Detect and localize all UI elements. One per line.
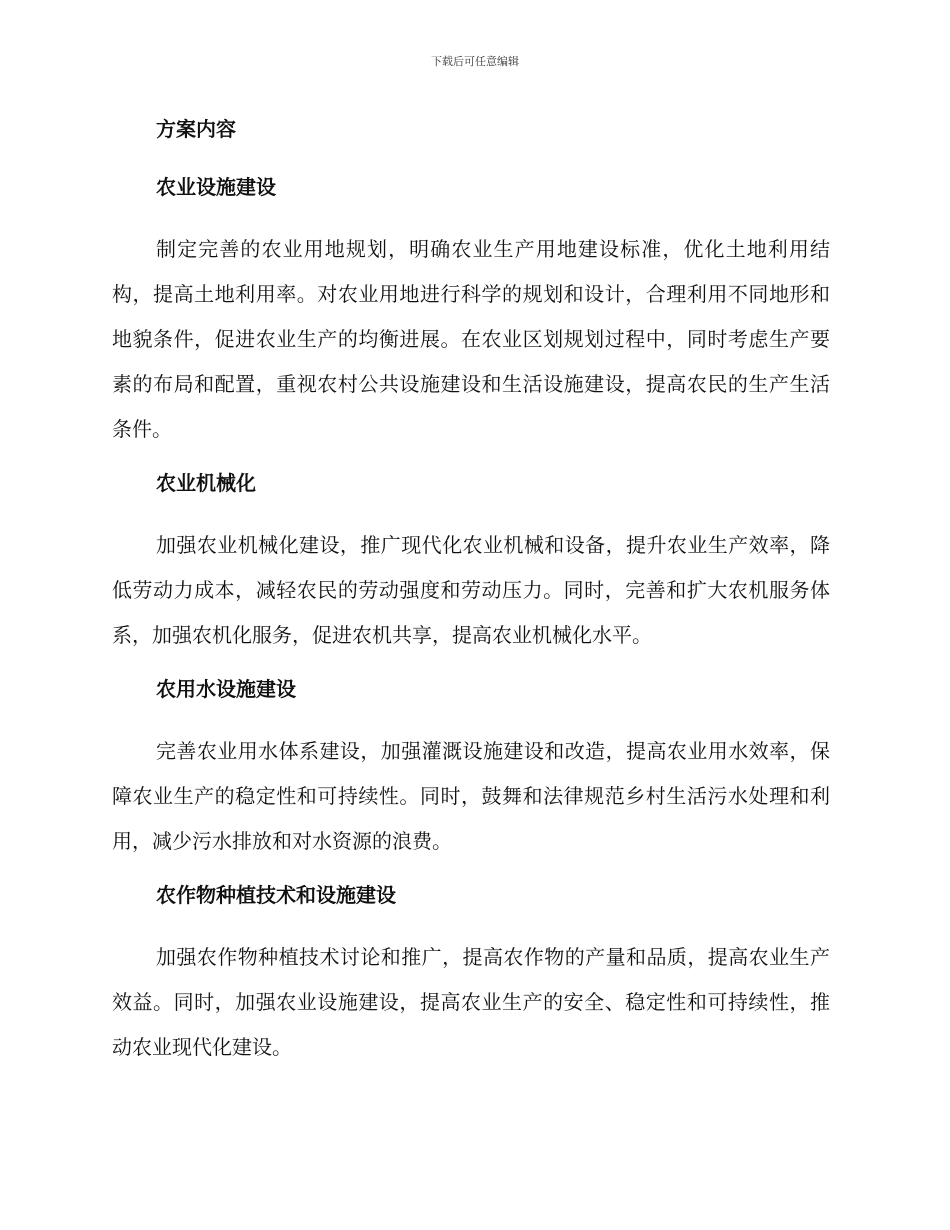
section-heading-crop-tech: 农作物种植技术和设施建设	[156, 883, 396, 907]
section-paragraph-water: 完善农业用水体系建设，加强灌溉设施建设和改造，提高农业用水效率，保障农业生产的稳定性和可持续性。同时，鼓舞和法律规范乡村生活污水处理和利用，减少污水排放和对水资源的浪费。	[112, 739, 830, 853]
section-heading-plan-content: 方案内容	[156, 117, 236, 141]
section-heading-water: 农用水设施建设	[156, 677, 296, 701]
document-body	[112, 111, 830, 1083]
section-heading-facilities: 农业设施建设	[156, 175, 276, 199]
page-header-note: 下载后可任意编辑	[431, 55, 519, 68]
section-paragraph-crop-tech: 加强农作物种植技术讨论和推广，提高农作物的产量和品质，提高农业生产效益。同时，加强农业设施建设，提高农业生产的安全、稳定性和可持续性，推动农业现代化建设。	[112, 945, 830, 1059]
section-paragraph-facilities: 制定完善的农业用地规划，明确农业生产用地建设标准，优化土地利用结构，提高土地利用率。对农业用地进行科学的规划和设计，合理利用不同地形和地貌条件，促进农业生产的均衡进展。在农业区划规划过程中，同时考虑生产要素的布局和配置，重视农村公共设施建设和生活设施建设，提高农民的生产生活条件。	[112, 237, 830, 441]
section-paragraph-mechanization: 加强农业机械化建设，推广现代化农业机械和设备，提升农业生产效率，降低劳动力成本，减轻农民的劳动强度和劳动压力。同时，完善和扩大农机服务体系，加强农机化服务，促进农机共享，提高农业机械化水平。	[112, 533, 830, 647]
section-heading-mechanization: 农业机械化	[156, 471, 256, 495]
